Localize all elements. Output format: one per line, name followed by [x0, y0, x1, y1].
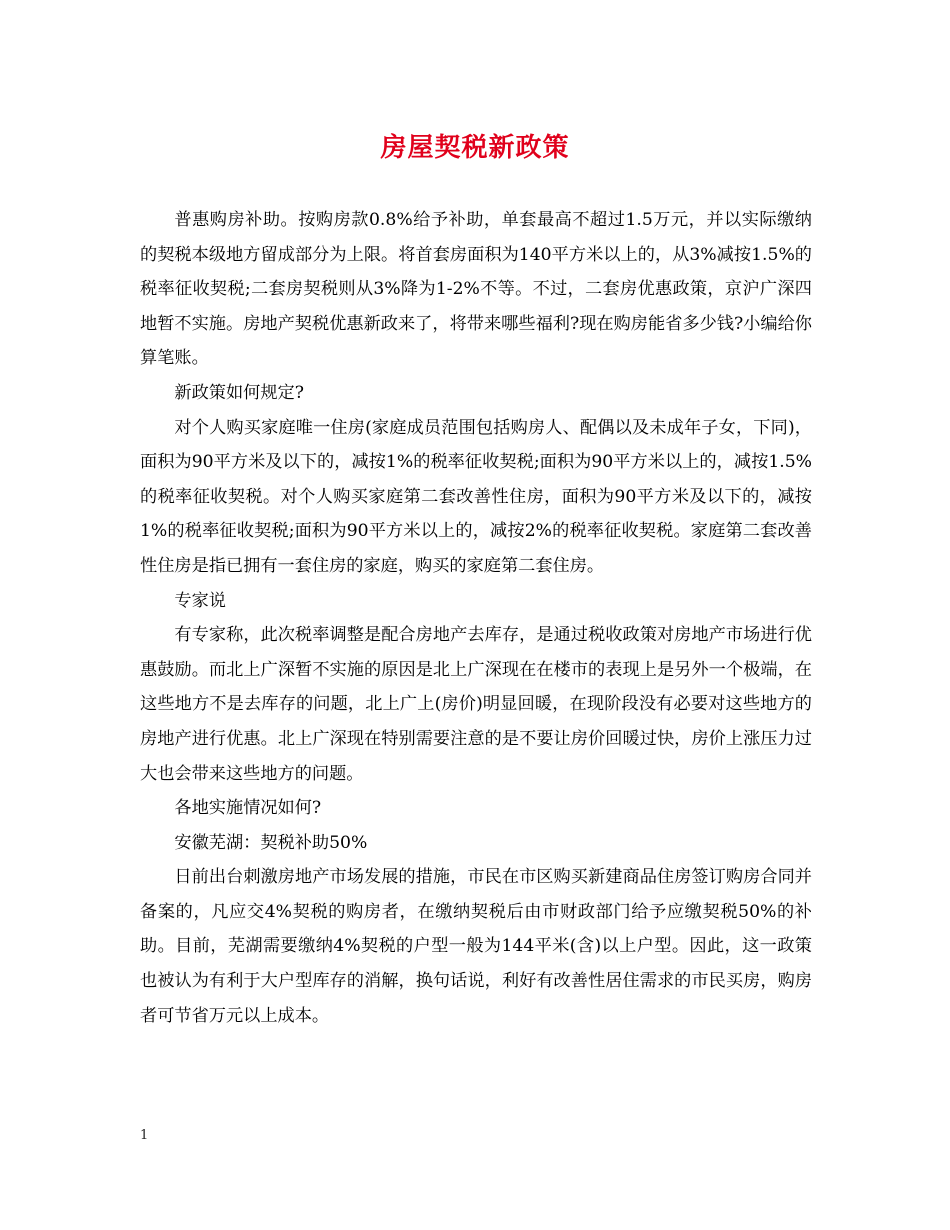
document-body: [140, 203, 812, 1033]
paragraph-wuhu-details: 日前出台刺激房地产市场发展的措施，市民在市区购买新建商品住房签订购房合同并备案的，凡应交4%契税的购房者，在缴纳契税后由市财政部门给予应缴契税50%的补助。目前，芜湖需要缴纳4%契税的户型一般为144平米(含)以上户型。因此，这一政策也被认为有利于大户型库存的消解，换句话说，利好有改善性居住需求的市民买房，购房者可节省万元以上成本。: [140, 867, 812, 1026]
page-number: 1: [140, 1128, 149, 1143]
paragraph-expert-opinion: 有专家称，此次税率调整是配合房地产去库存，是通过税收政策对房地产市场进行优惠鼓励。而北上广深暂不实施的原因是北上广深现在在楼市的表现上是另外一个极端，在这些地方不是去库存的问题，北上广上(房价)明显回暖，在现阶段没有必要对这些地方的房地产进行优惠。北上广深现在特别需要注意的是不要让房价回暖过快，房价上涨压力过大也会带来这些地方的问题。: [140, 625, 812, 784]
document-title: 房屋契税新政策: [380, 133, 570, 163]
paragraph-intro: 普惠购房补助。按购房款0.8%给予补助，单套最高不超过1.5万元，并以实际缴纳的契税本级地方留成部分为上限。将首套房面积为140平方米以上的，从3%减按1.5%的税率征收契税;二套房契税则从3%降为1-2%不等。不过，二套房优惠政策，京沪广深四地暂不实施。房地产契税优惠新政来了，将带来哪些福利?现在购房能省多少钱?小编给你算笔账。: [140, 210, 812, 369]
paragraph-heading-implementation: 各地实施情况如何?: [174, 798, 322, 819]
paragraph-heading-policy: 新政策如何规定?: [174, 382, 304, 403]
paragraph-heading-wuhu: 安徽芜湖：契税补助50%: [174, 832, 368, 853]
paragraph-policy-details: 对个人购买家庭唯一住房(家庭成员范围包括购房人、配偶以及未成年子女，下同)，面积为90平方米及以下的，减按1%的税率征收契税;面积为90平方米以上的，减按1.5%的税率征收契税。对个人购买家庭第二套改善性住房，面积为90平方米及以下的，减按1%的税率征收契税;面积为90平方米以上的，减按2%的税率征收契税。家庭第二套改善性住房是指已拥有一套住房的家庭，购买的家庭第二套住房。: [140, 417, 812, 576]
paragraph-heading-experts: 专家说: [174, 590, 226, 611]
